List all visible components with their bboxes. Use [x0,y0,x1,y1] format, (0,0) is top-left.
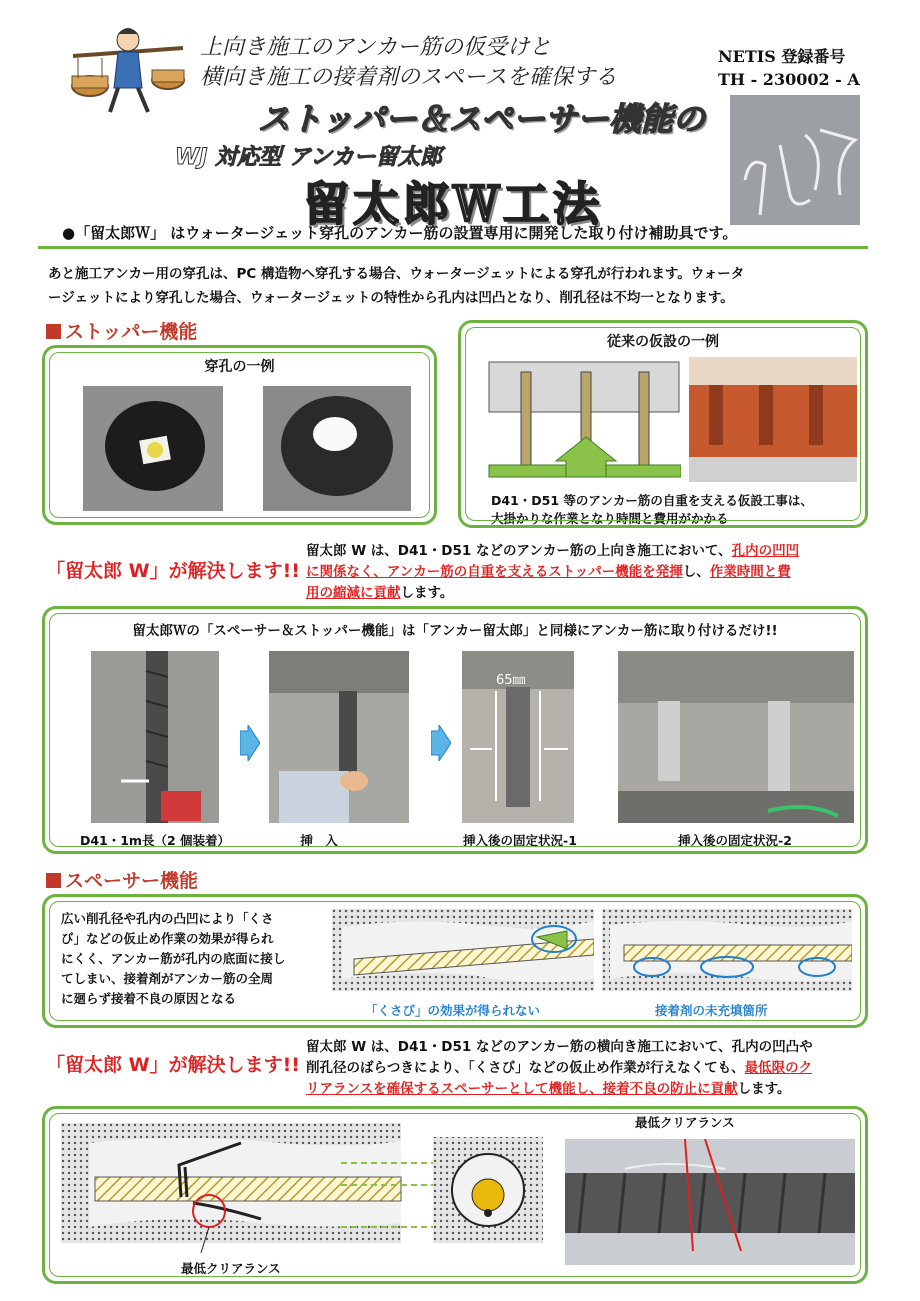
unfilled-diagram [602,909,852,991]
drill-hole-photo-1 [83,386,223,511]
step-photo-1 [91,651,219,823]
stopper-solve-text: 留太郎 W は、D41・D51 などのアンカー筋の上向き施工において、孔内の凹凹 に関係なく、アンカー筋の自重を支えるストッパー機能を発揮し、作業時間と費 用の縮減に貢献します。 [306,543,800,601]
section-marker-icon [46,324,61,339]
step-photo-3 [462,651,574,823]
conventional-panel [458,320,868,528]
stopper-section-title: ストッパー機能 [46,317,197,344]
clearance-label-2: 最低クリアランス [635,1115,735,1130]
label-unfilled: 接着剤の未充填箇所 [655,1003,768,1018]
label-wedge: 「くさび」の効果が得られない [365,1003,541,1018]
spacer-problem-panel [42,894,868,1028]
step-arrow-icon [431,725,451,765]
step-caption-1: D41・1m長（2 個装着） [79,833,231,848]
section-marker-icon [46,873,61,888]
netis-label: NETIS 登録番号 [718,47,846,66]
intro-bullet: ●「留太郎Ｗ」 はウォータージェット穿孔のアンカー筋の設置専用に開発した取り付け補助具です。 [62,224,738,242]
main-title: 留太郎Ｗ工法 [303,177,603,231]
stopper-solve-label: 「留太郎 W」が解決します!! [46,560,300,582]
clearance-diagram [61,1123,561,1253]
clearance-panel [42,1106,868,1284]
subtitle-line-1: 上向き施工のアンカー筋の仮受けと [200,35,552,60]
spacer-problem-text: 広い削孔径や孔内の凸凹により「くさ び」などの仮止め作業の効果が得られ にくく、アンカー筋が孔内の底面に接し てしまい、接着剤がアンカー筋の全周 に廻らず接着不良の原因となる [61,911,286,1006]
tagline: ストッパー＆スペーサー機能の [258,100,706,138]
steps-title: 留太郎Ｗの「スペーサー＆ストッパー機能」は「アンカー留太郎」と同様にアンカー筋に取り付けるだけ!! [132,623,778,639]
clearance-photo [565,1139,855,1265]
step-arrow-icon [240,725,260,765]
step-caption-4: 挿入後の固定状況-2 [678,833,792,848]
green-divider [38,246,868,249]
spacer-solve-label: 「留太郎 W」が解決します!! [46,1054,300,1076]
mascot-logo [68,18,188,118]
product-photo [730,95,860,225]
product-line: WJ 対応型 アンカー留太郎 [175,145,442,170]
spacer-section-title: スペーサー機能 [46,866,198,893]
step-photo-4 [618,651,854,823]
subtitle-line-2: 横向き施工の接着剤のスペースを確保する [200,65,617,90]
drill-example-panel [42,345,437,525]
conventional-caption-line-2: 大掛かりな作業となり時間と費用がかかる [491,511,729,526]
step-caption-3: 挿入後の固定状況-1 [463,833,577,848]
intro-paragraph-line-2: ージェットにより穿孔した場合、ウォータージェットの特性から孔内は凹凸となり、削孔径は不均一となります。 [48,290,734,306]
step-photo-2 [269,651,409,823]
measure-label: 65㎜ [496,673,526,688]
clearance-label-1: 最低クリアランス [181,1261,281,1276]
drill-hole-photo-2 [263,386,411,511]
intro-paragraph-line-1: あと施工アンカー用の穿孔は、PC 構造物へ穿孔する場合、ウォータージェットによる穿孔が行われます。ウォータ [48,266,745,282]
conventional-photo [689,357,857,482]
conventional-caption-line-1: D41・D51 等のアンカー筋の自重を支える仮設工事は、 [491,493,813,508]
wedge-diagram [332,909,594,991]
conventional-diagram [481,357,681,482]
drill-example-title: 穿孔の一例 [204,359,275,375]
steps-panel [42,606,868,854]
netis-number: TH - 230002 - A [718,70,860,89]
spacer-solve-text: 留太郎 W は、D41・D51 などのアンカー筋の横向き施工において、孔内の凹凸や 削孔径のばらつきにより、「くさび」などの仮止め作業が行えなくても、最低限のク リアランスを確保するスペーサーとして機能し、接着不良の防止に貢献します。 [306,1039,813,1097]
step-caption-2: 挿 入 [300,833,338,848]
conventional-title: 従来の仮設の一例 [607,334,719,350]
